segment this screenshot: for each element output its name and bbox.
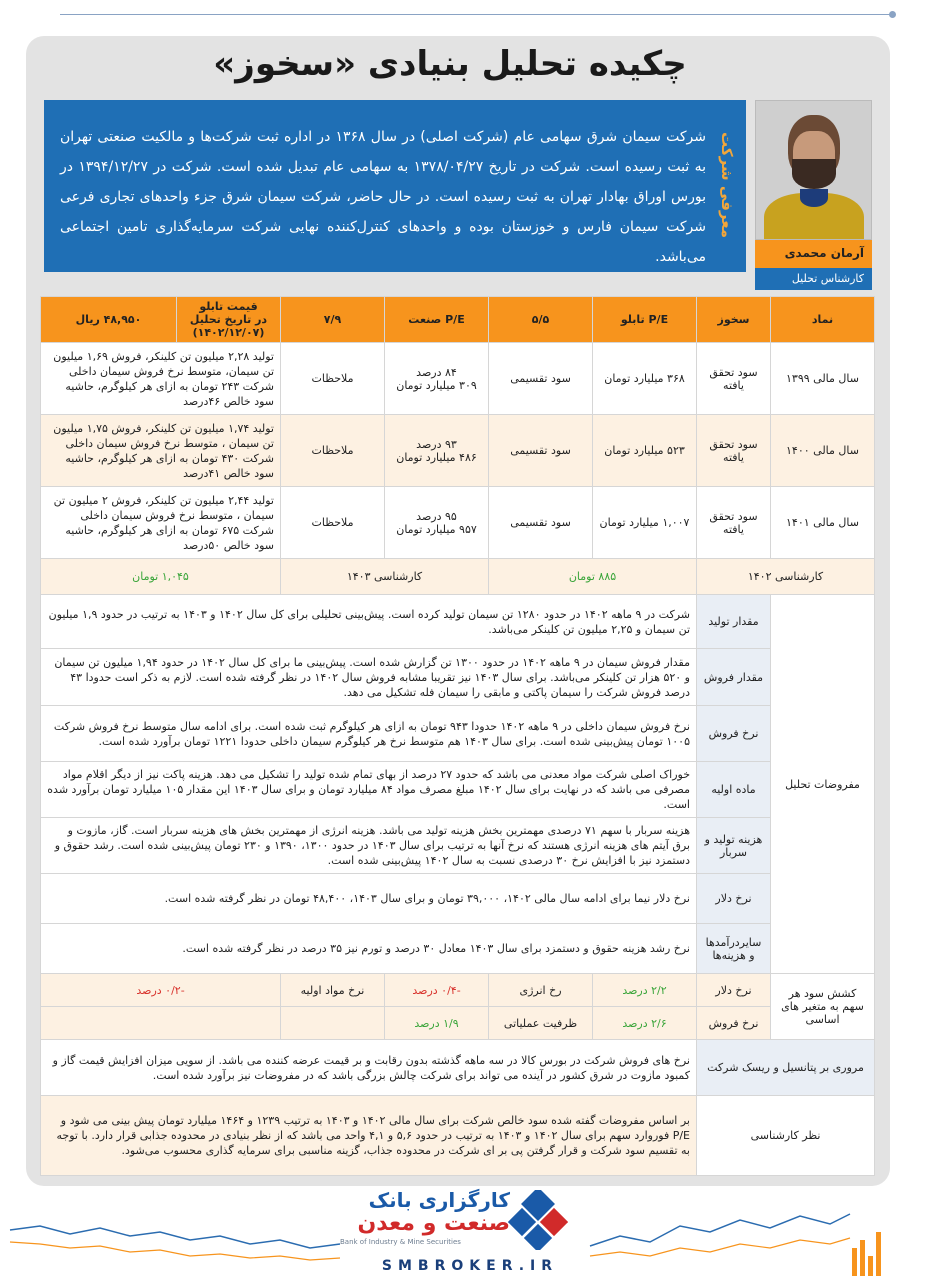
risk-text: نرخ های فروش شرکت در بورس کالا در سه ماهه گذشته بدون رقابت و بر قیمت عرضه کننده می باشد. از سویی میزان افزایش قیمت گاز و کمبود مازوت در شرق کشور در آینده می تواند برای شرکت چالش بزرگی باشد که در مفروضات نیز برآورد شده است. [41, 1040, 697, 1096]
dividend-label: سود تقسیمی [489, 487, 593, 559]
assumptions-group-label: مفروضات تحلیل [771, 595, 875, 974]
opinion-text: بر اساس مفروضات گفته شده سود خالص شرکت برای سال مالی ۱۴۰۲ و ۱۴۰۳ به ترتیب ۱۲۳۹ و ۱۴۶۴ میلیارد تومان پیش بینی می شود و P/E فوروارد سهم برای سال ۱۴۰۲ و ۱۴۰۳ به ترتیب در حدود ۵,۶ و ۴,۱ واحد می باشد که از نظر بنیادی در محدوده جذابی قرار دارد. با توجه به تقسیم سود شرکت و قرار گرفتن پی بر ای شرکت در محدوده جذاب، گزینه مناسبی برای سرمایه گذاری محسوب می‌شود. [41, 1096, 697, 1176]
bank-logo-text [340, 1188, 510, 1236]
dividend-label: سود تقسیمی [489, 415, 593, 487]
notes-label: ملاحظات [281, 415, 385, 487]
sensitivity-label: کشش سود هر سهم به متغیر های اساسی [771, 974, 875, 1040]
sens-capacity-label: ظرفیت عملیاتی [489, 1007, 593, 1040]
forecast-1402-value: ۸۸۵ تومان [489, 559, 697, 595]
sens-price-value: ۲/۶ درصد [593, 1007, 697, 1040]
dividend-value: ۸۴ درصد ۳۰۹ میلیارد تومان [385, 343, 489, 415]
assumption-label: ماده اولیه [697, 762, 771, 818]
assumption-text: نرخ دلار نیما برای ادامه سال مالی ۱۴۰۲، ۳۹,۰۰۰ تومان و برای سال ۱۴۰۳، ۴۸,۴۰۰ تومان در نظر گرفته شده است. [41, 874, 697, 924]
year-label: سال مالی ۱۴۰۰ [771, 415, 875, 487]
sens-energy-value: -۰/۴ درصد [385, 974, 489, 1007]
table-row [41, 415, 875, 487]
analyst-photo [755, 100, 872, 240]
table-row [41, 343, 875, 415]
assumption-text: نرخ رشد هزینه حقوق و دستمزد برای سال ۱۴۰۳ معادل ۳۰ درصد و تورم نیز ۳۵ درصد در نظر گرفته شده است. [41, 924, 697, 974]
assumption-label: مقدار فروش [697, 649, 771, 706]
assumption-row [41, 818, 875, 874]
sens-dollar-label: نرخ دلار [697, 974, 771, 1007]
notes-text: تولید ۲,۲۸ میلیون تن کلینکر، فروش ۱,۶۹ میلیون تن سیمان، متوسط نرخ فروش سیمان داخلی شرکت ۲۴۳ تومان به ازای هر کیلوگرم، حاشیه سود خالص ۴۶درصد [41, 343, 281, 415]
dividend-value: ۹۳ درصد ۴۸۶ میلیارد تومان [385, 415, 489, 487]
assumption-text: مقدار فروش سیمان در ۹ ماهه ۱۴۰۲ در حدود ۱۳۰۰ تن گزارش شده است. پیش‌بینی ما برای کل سال ۱۴۰۲ در حدود ۱,۹۴ میلیون تن سیمان و ۵۲۰ هزار تن کلینکر می‌باشد. برای سال ۱۴۰۳ نیز تقریبا مشابه فروش سال ۱۴۰۲ در نظر گرفته شده است. لازم به ذکر است حدودا ۴۳ درصد فروش شرکت را سیمان پاکتی و مابقی را سیمان فله تشکیل می دهد. [41, 649, 697, 706]
assumption-text: شرکت در ۹ ماهه ۱۴۰۲ در حدود ۱۲۸۰ تن سیمان تولید کرده است. پیش‌بینی تحلیلی برای کل سال ۱۴۰۲ و ۱۴۰۳ به ترتیب در حدود ۱,۹ میلیون تن سیمان و ۲,۲۵ میلیون تن کلینکر می‌باشد. [41, 595, 697, 649]
analysis-table [40, 296, 875, 1176]
opinion-row [41, 1096, 875, 1176]
assumption-text: خوراک اصلی شرکت مواد معدنی می باشد که حدود ۲۷ درصد از بهای تمام شده تولید را تشکیل می دهد. هزینه پاکت نیز از دیگر اقلام مواد مصرفی می باشد که در نهایت برای سال ۱۴۰۲ مبلغ مصرف مواد ۸۴ میلیارد تومان و برای سال ۱۴۰۳ این مقدار ۱۰۵ میلیارد تومان برآورد شده است. [41, 762, 697, 818]
logo-line-2: صنعت و معدن [357, 1211, 510, 1236]
year-label: سال مالی ۱۴۰۱ [771, 487, 875, 559]
realized-label: سود تحقق یافته [697, 343, 771, 415]
assumption-row [41, 874, 875, 924]
realized-label: سود تحقق یافته [697, 415, 771, 487]
assumption-label: نرخ فروش [697, 706, 771, 762]
assumption-label: هزینه تولید و سربار [697, 818, 771, 874]
risk-label: مروری بر پتانسیل و ریسک شرکت [697, 1040, 875, 1096]
logo-line-1: کارگزاری بانک [368, 1188, 510, 1212]
risk-row [41, 1040, 875, 1096]
sens-material-value: -۰/۲ درصد [41, 974, 281, 1007]
sens-dollar-value: ۲/۲ درصد [593, 974, 697, 1007]
assumption-row [41, 595, 875, 649]
realized-label: سود تحقق یافته [697, 487, 771, 559]
notes-text: تولید ۲,۴۴ میلیون تن کلینکر، فروش ۲ میلیون تن سیمان ، متوسط نرخ فروش سیمان داخلی شرکت ۶۷۵ تومان به ازای هر کیلوگرم، حاشیه سود خالص ۵۰درصد [41, 487, 281, 559]
assumption-label: سایردرآمدها و هزینه‌ها [697, 924, 771, 974]
logo-english: Bank of Industry & Mine Securities [340, 1238, 461, 1246]
year-label: سال مالی ۱۳۹۹ [771, 343, 875, 415]
assumption-row [41, 649, 875, 706]
table-header-row [41, 297, 875, 343]
realized-value: ۳۶۸ میلیارد تومان [593, 343, 697, 415]
assumption-label: مقدار تولید [697, 595, 771, 649]
assumption-label: نرخ دلار [697, 874, 771, 924]
assumption-row [41, 762, 875, 818]
sens-capacity-value: ۱/۹ درصد [385, 1007, 489, 1040]
forecast-row [41, 559, 875, 595]
analyst-role: کارشناس تحلیل [755, 268, 872, 290]
notes-text: تولید ۱,۷۴ میلیون تن کلینکر، فروش ۱,۷۵ میلیون تن سیمان ، متوسط نرخ فروش سیمان داخلی شرکت ۴۳۰ تومان به ازای هر کیلوگرم، حاشیه سود خالص ۴۱درصد [41, 415, 281, 487]
company-intro [44, 100, 746, 272]
website-link[interactable]: SMBROKER.IR [381, 1258, 559, 1274]
forecast-1403-label: کارشناسی ۱۴۰۳ [281, 559, 489, 595]
sensitivity-row [41, 974, 875, 1007]
assumption-row [41, 924, 875, 974]
realized-value: ۵۲۳ میلیارد تومان [593, 415, 697, 487]
notes-label: ملاحظات [281, 487, 385, 559]
notes-label: ملاحظات [281, 343, 385, 415]
sens-energy-label: رخ انرژی [489, 974, 593, 1007]
header-price-label: قیمت تابلو در تاریخ تحلیل (۱۴۰۲/۱۲/۰۷) [177, 297, 281, 343]
footer-logo-area [0, 1186, 936, 1280]
analyst-name: آرمان محمدی [755, 240, 872, 268]
sensitivity-row [41, 1007, 875, 1040]
table-row [41, 487, 875, 559]
assumption-row [41, 706, 875, 762]
header-symbol-value: سخوز [697, 297, 771, 343]
header-industry-pe-label: P/E صنعت [385, 297, 489, 343]
forecast-1403-value: ۱,۰۴۵ تومان [41, 559, 281, 595]
forecast-1402-label: کارشناسی ۱۴۰۲ [697, 559, 875, 595]
sens-price-label: نرخ فروش [697, 1007, 771, 1040]
header-price-value: ۴۸,۹۵۰ ریال [41, 297, 177, 343]
header-industry-pe-value: ۷/۹ [281, 297, 385, 343]
dividend-value: ۹۵ درصد ۹۵۷ میلیارد تومان [385, 487, 489, 559]
realized-value: ۱,۰۰۷ میلیارد تومان [593, 487, 697, 559]
top-divider [60, 14, 890, 15]
dividend-label: سود تقسیمی [489, 343, 593, 415]
header-pe-value: ۵/۵ [489, 297, 593, 343]
sens-material-label: نرخ مواد اولیه [281, 974, 385, 1007]
page-title: چکیده تحلیل بنیادی «سخوز» [213, 44, 687, 84]
intro-text: شرکت سیمان شرق سهامی عام (شرکت اصلی) در سال ۱۳۶۸ در اداره ثبت شرکت‌ها و مالکیت صنعتی تهران به ثبت رسیده است. شرکت در تاریخ ۱۳۷۸/۰۴/۲۷ به سهامی عام تبدیل شده است. شرکت در ۱۳۹۴/۱۲/۲۷ در بورس اوراق بهادار تهران به ثبت رسیده است. در حال حاضر، شرکت سیمان شرق جزء واحدهای تجاری فرعی شرکت سیمان فارس و خوزستان بوده و واحدهای کنترل‌کننده نهایی شرکت سرمایه‌گذاری تامین اجتماعی می‌باشد. [60, 129, 707, 265]
opinion-label: نظر کارشناسی [697, 1096, 875, 1176]
assumption-text: نرخ فروش سیمان داخلی در ۹ ماهه ۱۴۰۲ حدودا ۹۴۳ تومان به ازای هر کیلوگرم ثبت شده است. برای ادامه سال متوسط نرخ فروش شرکت ۱۰۰۵ تومان پیش‌بینی شده است. برای سال ۱۴۰۳ هم متوسط نرخ هر کیلوگرم سیمان داخلی حدودا ۱۲۲۱ تومان برآورد شده است. [41, 706, 697, 762]
header-pe-label: P/E تابلو [593, 297, 697, 343]
intro-side-label: معرفی شرکت [718, 132, 736, 238]
header-symbol-label: نماد [771, 297, 875, 343]
assumption-text: هزینه سربار با سهم ۷۱ درصدی مهمترین بخش هزینه تولید می باشد. هزینه انرژی از مهمترین بخش های هزینه سربار است. گاز، مازوت و برق آیتم های هزینه انرژی هستند که نرخ آنها به ترتیب برای سال ۱۴۰۳ در حدود ۱۳۰۰، ۱۳۹۰ و ۲۳۰ تومان پیش‌بینی شده است. رشد حقوق و دستمزد نیز با افزایش نرخ ۳۰ درصدی نسبت به سال ۱۴۰۲ پیش‌بینی شده است. [41, 818, 697, 874]
